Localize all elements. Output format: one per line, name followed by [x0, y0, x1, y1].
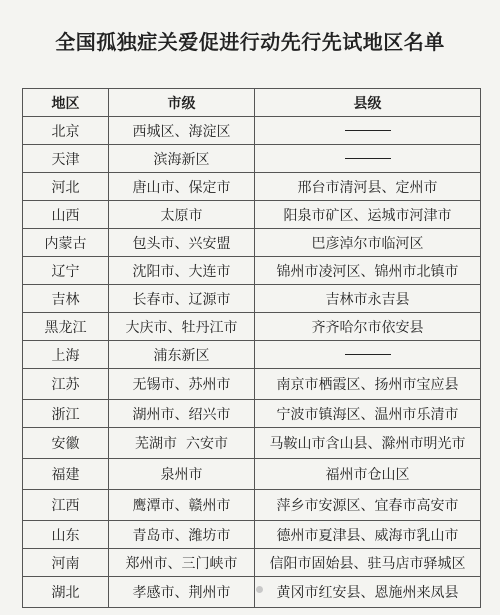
region-cell: 江苏	[23, 369, 109, 400]
region-cell: 河北	[23, 173, 109, 201]
header-county-level: 县级	[255, 89, 481, 117]
county-cell	[255, 145, 481, 173]
table-row	[23, 201, 481, 229]
city-cell: 唐山市、保定市	[109, 173, 255, 201]
region-cell: 湖北	[23, 577, 109, 608]
city-cell: 青岛市、潍坊市	[109, 521, 255, 549]
county-cell: 福州市仓山区	[255, 459, 481, 490]
table-row	[23, 428, 481, 459]
city-cell: 滨海新区	[109, 145, 255, 173]
table-row	[23, 145, 481, 173]
table-row	[23, 285, 481, 313]
city-cell: 长春市、辽源市	[109, 285, 255, 313]
table-row	[23, 117, 481, 145]
city-cell: 西城区、海淀区	[109, 117, 255, 145]
city-cell: 泉州市	[109, 459, 255, 490]
city-cell: 湖州市、绍兴市	[109, 400, 255, 428]
table-row	[23, 341, 481, 369]
region-cell: 北京	[23, 117, 109, 145]
region-cell: 江西	[23, 490, 109, 521]
county-cell: 齐齐哈尔市依安县	[255, 313, 481, 341]
table-row	[23, 369, 481, 400]
county-cell: 南京市栖霞区、扬州市宝应县	[255, 369, 481, 400]
table-row	[23, 173, 481, 201]
county-cell: 巴彦淖尔市临河区	[255, 229, 481, 257]
city-cell: 太原市	[109, 201, 255, 229]
city-cell: 包头市、兴安盟	[109, 229, 255, 257]
city-cell: 无锡市、苏州市	[109, 369, 255, 400]
empty-dash	[345, 354, 391, 355]
table-row	[23, 459, 481, 490]
header-region: 地区	[23, 89, 109, 117]
region-cell: 河南	[23, 549, 109, 577]
region-cell: 内蒙古	[23, 229, 109, 257]
region-cell: 山东	[23, 521, 109, 549]
page-dot-marker	[256, 586, 263, 593]
county-cell: 萍乡市安源区、宜春市高安市	[255, 490, 481, 521]
header-city-level: 市级	[109, 89, 255, 117]
region-cell: 黑龙江	[23, 313, 109, 341]
city-cell: 沈阳市、大连市	[109, 257, 255, 285]
county-cell: 锦州市凌河区、锦州市北镇市	[255, 257, 481, 285]
county-cell	[255, 117, 481, 145]
county-cell: 邢台市清河县、定州市	[255, 173, 481, 201]
city-cell: 芜湖市 六安市	[109, 428, 255, 459]
table-row	[23, 549, 481, 577]
city-cell: 孝感市、荆州市	[109, 577, 255, 608]
city-cell: 郑州市、三门峡市	[109, 549, 255, 577]
region-cell: 上海	[23, 341, 109, 369]
empty-dash	[345, 158, 391, 159]
region-cell: 辽宁	[23, 257, 109, 285]
region-cell: 浙江	[23, 400, 109, 428]
table-row	[23, 400, 481, 428]
city-cell: 浦东新区	[109, 341, 255, 369]
region-cell: 吉林	[23, 285, 109, 313]
table-row	[23, 521, 481, 549]
region-cell: 福建	[23, 459, 109, 490]
county-cell: 吉林市永吉县	[255, 285, 481, 313]
table-header-row	[23, 89, 481, 117]
county-cell: 阳泉市矿区、运城市河津市	[255, 201, 481, 229]
empty-dash	[345, 130, 391, 131]
region-cell: 山西	[23, 201, 109, 229]
city-cell: 鹰潭市、赣州市	[109, 490, 255, 521]
county-cell: 马鞍山市含山县、滁州市明光市	[255, 428, 481, 459]
table-row	[23, 313, 481, 341]
county-cell: 德州市夏津县、威海市乳山市	[255, 521, 481, 549]
table-row	[23, 257, 481, 285]
region-list-table	[22, 88, 481, 608]
region-cell: 天津	[23, 145, 109, 173]
county-cell: 宁波市镇海区、温州市乐清市	[255, 400, 481, 428]
document-title: 全国孤独症关爱促进行动先行先试地区名单	[55, 30, 445, 54]
county-cell: 黄冈市红安县、恩施州来凤县	[255, 577, 481, 608]
city-cell: 大庆市、牡丹江市	[109, 313, 255, 341]
county-cell	[255, 341, 481, 369]
county-cell: 信阳市固始县、驻马店市驿城区	[255, 549, 481, 577]
table-row	[23, 229, 481, 257]
region-cell: 安徽	[23, 428, 109, 459]
table-row	[23, 577, 481, 608]
table-row	[23, 490, 481, 521]
